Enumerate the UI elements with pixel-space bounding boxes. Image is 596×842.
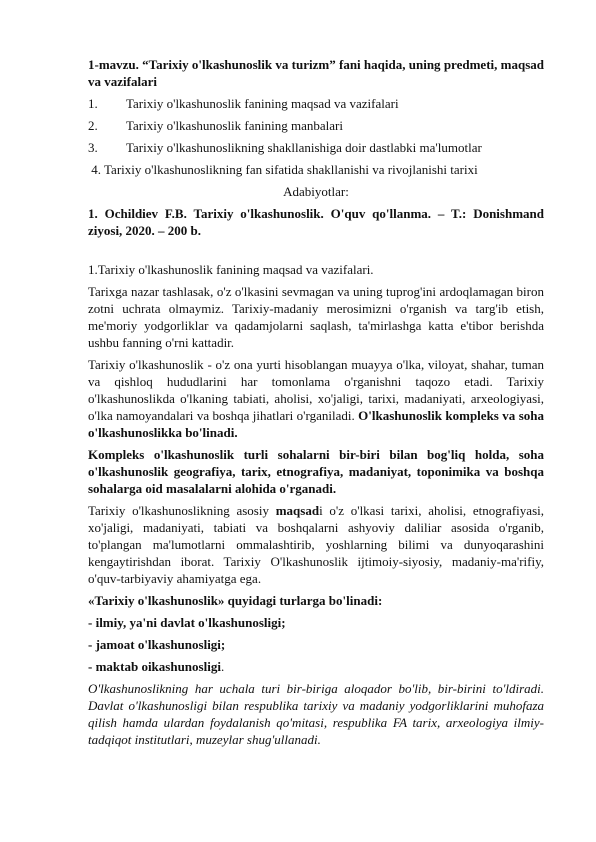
- topic-title: 1-mavzu. “Tarixiy o'lkashunoslik va turizm” fani haqida, uning predmeti, maqsad va vazifalari: [88, 57, 544, 89]
- section-heading: 1.Tarixiy o'lkashunoslik fanining maqsad va vazifalari.: [88, 262, 374, 277]
- type-item-suffix: .: [220, 659, 225, 674]
- paragraph-4: [88, 502, 544, 587]
- topic-item-number: 2.: [88, 118, 98, 133]
- paragraph-2: [88, 356, 544, 441]
- types-intro: «Tarixiy o'lkashunoslik» quyidagi turlarga bo'linadi:: [88, 593, 383, 608]
- type-item: - jamoat o'lkashunosligi;: [88, 637, 226, 652]
- paragraph-2-text: Tarixiy o'lkashunoslik - o'z ona yurti hisoblangan muayya o'lka, viloyat, shahar, tuman va qishloq hududlarini har tomonlama o'rganishni taqozo etadi. Tarixiy o'lkashunoslikda o'lkaning tabiati, aholisi, xo'jaligi, tarixi, madaniyati, arxeologiyasi, o'lka namoyandalari va boshqa jihatlari o'rganiladi.: [88, 357, 544, 423]
- topic-item-2: [88, 117, 544, 134]
- topic-item-number: 1.: [88, 96, 98, 111]
- literature-heading: Adabiyotlar:: [283, 184, 349, 199]
- paragraph-1: Tarixga nazar tashlasak, o'z o'lkasini sevmagan va uning tuprog'ini ardoqlamagan biron zotni uchrata olmaymiz. Tarixiy-madaniy merosimizni o'rganish va targ'ib etish, me'moriy yodgorliklar va qadamjolarni saqlash, ta'mirlashga katta e'tibor berishda ushbu fanning o'rni kattadir.: [88, 284, 544, 350]
- literature-entry: 1. Ochildiev F.B. Tarixiy o'lkashunoslik. O'quv qo'llanma. – T.: Donishmand ziyosi, 2020. – 200 b.: [88, 206, 544, 238]
- paragraph-4-bold: maqsad: [275, 503, 320, 518]
- paragraph-3: Kompleks o'lkashunoslik turli sohalarni bir-biri bilan bog'liq holda, soha o'lkashunoslik geografiya, tarix, etnografiya, madaniyat, toponimika va boshqa sohalarga oid masalalarni alohida o'rganadi.: [88, 447, 544, 496]
- topic-item-text: Tarixiy o'lkashunoslikning shakllanishiga doir dastlabki ma'lumotlar: [126, 140, 482, 155]
- topic-item-1: [88, 95, 544, 112]
- paragraph-4-pre: Tarixiy o'lkashunoslikning asosiy: [88, 503, 276, 518]
- paragraph-4-post: i o'z o'lkasi tarixi, aholisi, etnografiyasi, xo'jaligi, madaniyati, tabiati va boshqalarni ashyoviy daliliar asosida o'rganib, to'plangan ma'lumotlarni ommalashtirib, yoshlarning bilimi va dunyoqarashini kengaytirishdan iborat. Tarixiy O'lkashunoslik ijtimoiy-siyosiy, madaniy-ma'rifiy, o'quv-tarbiyaviy ahamiyatga ega.: [88, 503, 544, 586]
- topic-item-text: Tarixiy o'lkashunoslik fanining manbalari: [126, 118, 343, 133]
- topic-item-4: 4. Tarixiy o'lkashunoslikning fan sifatida shakllanishi va rivojlanishi tarixi: [88, 162, 478, 177]
- closing-paragraph: O'lkashunoslikning har uchala turi bir-biriga aloqador bo'lib, bir-birini to'ldiradi. Davlat o'lkashunosligi bilan respublika tarixiy va madaniy yodgorliklarini muhofaza qilish hamda ulardan foydalanish qo'mitasi, respublika FA tarix, arxeologiya ilmiy-tadqiqot institutlari, muzeylar shug'ullanadi.: [88, 681, 544, 747]
- type-item-last: [88, 658, 544, 675]
- type-item: - ilmiy, ya'ni davlat o'lkashunosligi;: [88, 615, 286, 630]
- topic-item-3: [88, 139, 544, 156]
- paragraph-2-bold: O'lkashunoslik kompleks va soha o'lkashunoslikka bo'linadi.: [88, 408, 545, 440]
- spacer: [88, 244, 544, 261]
- topic-item-number: 3.: [88, 140, 98, 155]
- topic-item-text: Tarixiy o'lkashunoslik fanining maqsad va vazifalari: [126, 96, 399, 111]
- type-item-text: - maktab oikashunosligi: [88, 659, 221, 674]
